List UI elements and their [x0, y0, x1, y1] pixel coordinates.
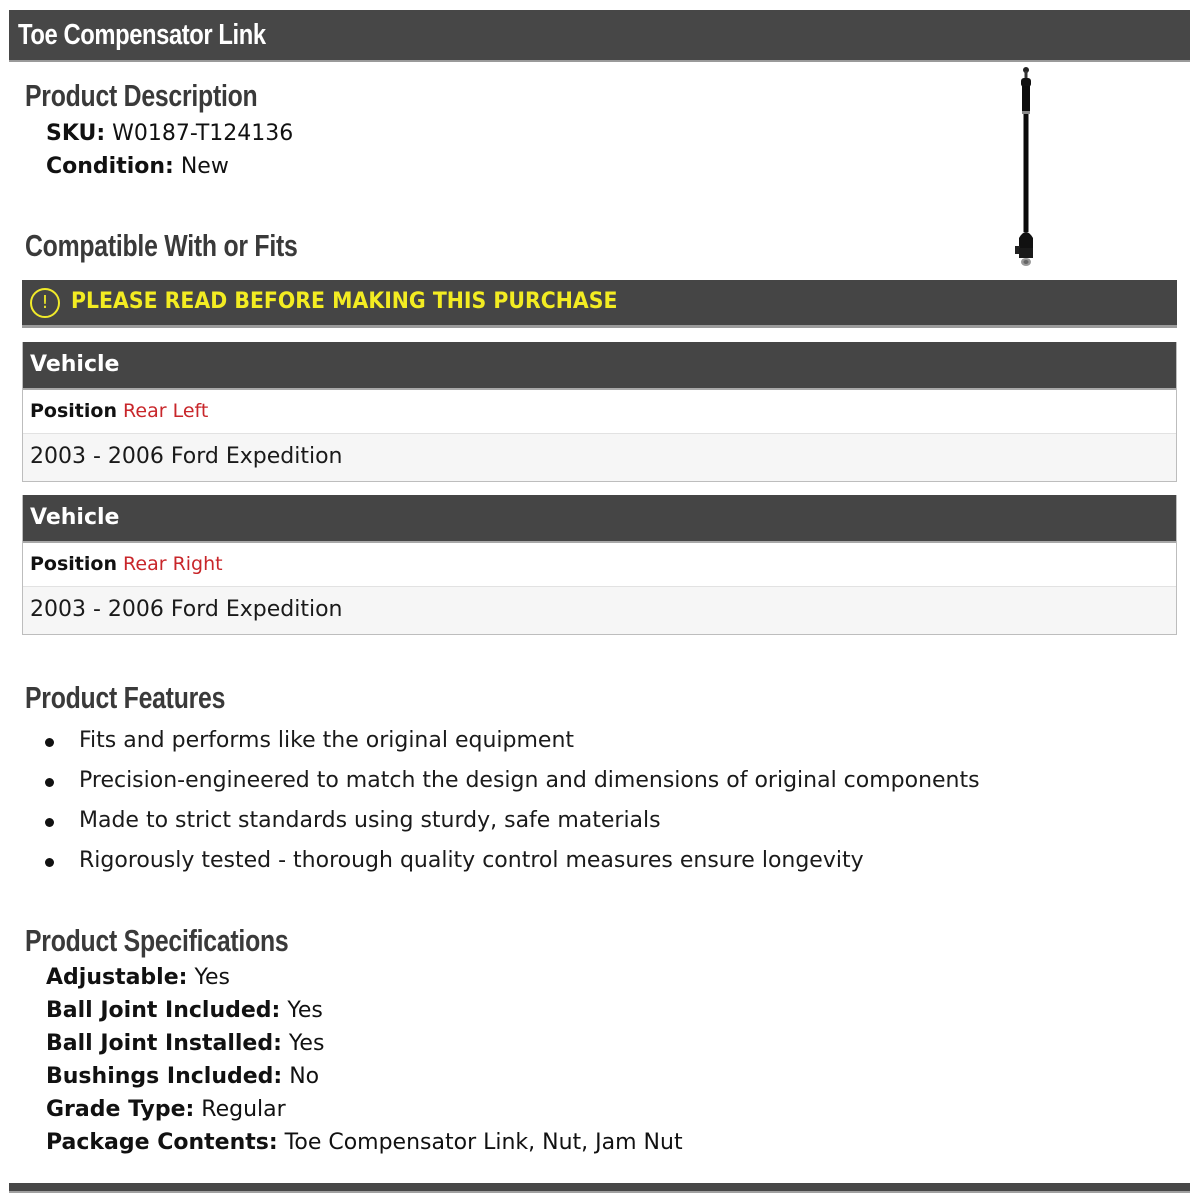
feature-text: Precision-engineered to match the design and dimensions of original components	[79, 768, 980, 793]
position-value: Rear Left	[123, 400, 209, 422]
spec-label: Package Contents:	[46, 1130, 278, 1155]
spec-label: Ball Joint Included:	[46, 998, 281, 1023]
sku-value: W0187-T124136	[112, 121, 294, 146]
page-title: Toe Compensator Link	[18, 19, 266, 51]
vehicle-fitment-table	[22, 342, 1177, 482]
title-bar	[9, 10, 1190, 62]
spec-row	[46, 1097, 286, 1122]
position-label: Position	[30, 553, 117, 575]
footer-divider	[9, 1183, 1190, 1193]
vehicle-position-row	[23, 543, 1176, 587]
bullet-icon	[45, 818, 54, 827]
vehicle-fitment-row: 2003 - 2006 Ford Expedition	[23, 587, 1176, 634]
condition-value: New	[180, 154, 229, 179]
position-label: Position	[30, 400, 117, 422]
product-description-heading: Product Description	[25, 78, 258, 113]
feature-text: Rigorously tested - thorough quality control measures ensure longevity	[79, 848, 864, 873]
spec-label: Grade Type:	[46, 1097, 195, 1122]
bullet-icon	[45, 778, 54, 787]
bullet-icon	[45, 858, 54, 867]
exclamation-circle-icon: !	[30, 288, 60, 318]
sku-label: SKU:	[46, 121, 106, 146]
spec-label: Bushings Included:	[46, 1064, 283, 1089]
spec-label: Ball Joint Installed:	[46, 1031, 282, 1056]
toe-link-product-image	[1006, 66, 1046, 276]
sku-field	[46, 121, 293, 146]
feature-text: Fits and performs like the original equipment	[79, 728, 575, 753]
spec-row	[46, 1130, 683, 1155]
spec-value: Toe Compensator Link, Nut, Jam Nut	[284, 1130, 683, 1155]
spec-row	[46, 998, 323, 1023]
vehicle-fitment-table	[22, 495, 1177, 635]
spec-value: Yes	[287, 998, 323, 1023]
vehicle-table-header: Vehicle	[23, 495, 1176, 543]
feature-text: Made to strict standards using sturdy, safe materials	[79, 808, 661, 833]
spec-row	[46, 1031, 324, 1056]
spec-row	[46, 1064, 319, 1089]
vehicle-fitment-row: 2003 - 2006 Ford Expedition	[23, 434, 1176, 481]
spec-value: No	[289, 1064, 320, 1089]
spec-row	[46, 965, 230, 990]
spec-label: Adjustable:	[46, 965, 188, 990]
compatibility-heading: Compatible With or Fits	[25, 228, 298, 263]
purchase-notice-banner	[22, 280, 1177, 328]
bullet-icon	[45, 738, 54, 747]
vehicle-table-header: Vehicle	[23, 342, 1176, 390]
vehicle-position-row	[23, 390, 1176, 434]
condition-label: Condition:	[46, 154, 174, 179]
product-specifications-heading: Product Specifications	[25, 923, 289, 958]
position-value: Rear Right	[123, 553, 223, 575]
spec-value: Regular	[201, 1097, 286, 1122]
condition-field	[46, 154, 229, 179]
purchase-notice-text: PLEASE READ BEFORE MAKING THIS PURCHASE	[71, 289, 618, 314]
spec-value: Yes	[288, 1031, 325, 1056]
product-features-heading: Product Features	[25, 680, 226, 715]
spec-value: Yes	[194, 965, 230, 990]
